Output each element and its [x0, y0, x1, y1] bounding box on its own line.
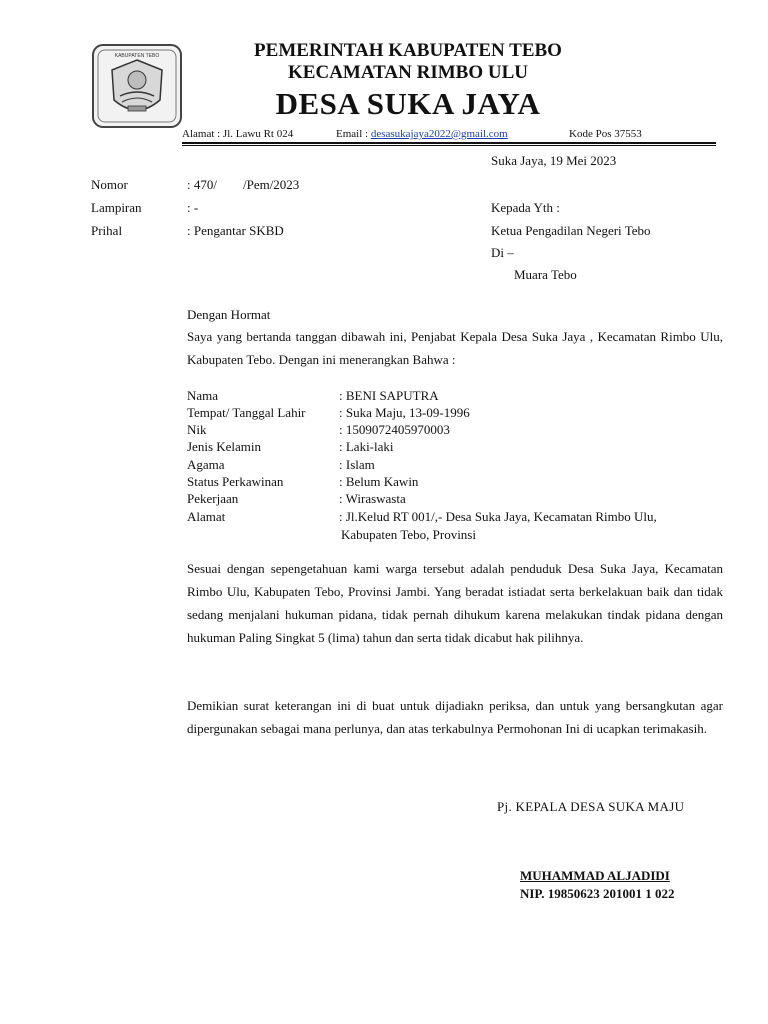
person-value-nik: : 1509072405970003: [339, 422, 450, 437]
government-title: PEMERINTAH KABUPATEN TEBO: [254, 40, 562, 61]
signature-title: Pj. KEPALA DESA SUKA MAJU: [497, 799, 685, 814]
village-title: DESA SUKA JAYA: [275, 86, 541, 121]
intro-text: Saya yang bertanda tanggan dibawah ini, Penjabat Kepala Desa Suka Jaya , Kecamatan Rimbo Ulu, Kabupaten Tebo. Dengan ini menerangkan Bahwa :: [187, 329, 723, 367]
person-label-address: Alamat: [187, 509, 226, 524]
person-label-gender: Jenis Kelamin: [187, 439, 262, 454]
person-label-religion: Agama: [187, 457, 225, 472]
header-divider-thick: [182, 142, 716, 144]
meta-label-lampiran: Lampiran: [91, 200, 142, 215]
recipient-name: Ketua Pengadilan Negeri Tebo: [491, 223, 651, 238]
svg-text:KABUPATEN TEBO: KABUPATEN TEBO: [114, 53, 160, 59]
recipient-kepada: Kepada Yth :: [491, 200, 560, 215]
meta-value-lampiran: : -: [187, 200, 199, 215]
person-value-address-cont: Kabupaten Tebo, Provinsi: [341, 527, 476, 542]
person-value-marital: : Belum Kawin: [339, 474, 419, 489]
person-label-marital: Status Perkawinan: [187, 474, 284, 489]
person-value-ttl: : Suka Maju, 13-09-1996: [339, 405, 470, 420]
email-link[interactable]: desasukajaya2022@gmail.com: [370, 128, 508, 140]
letter-date: Suka Jaya, 19 Mei 2023: [491, 153, 617, 168]
person-value-job: : Wiraswasta: [339, 491, 406, 506]
person-value-religion: : Islam: [339, 457, 375, 472]
person-label-ttl: Tempat/ Tanggal Lahir: [187, 405, 306, 420]
person-label-nama: Nama: [187, 388, 219, 403]
email-block: [336, 128, 508, 140]
intro-paragraph: [187, 325, 723, 371]
meta-value-prihal: : Pengantar SKBD: [187, 223, 284, 238]
body-paragraph-1: [187, 557, 723, 649]
signature-nip: NIP. 19850623 201001 1 022: [520, 886, 675, 901]
person-value-nama: : BENI SAPUTRA: [339, 388, 439, 403]
person-value-address: : Jl.Kelud RT 001/,- Desa Suka Jaya, Kecamatan Rimbo Ulu,: [339, 509, 657, 524]
body-text-1: Sesuai dengan sepengetahuan kami warga tersebut adalah penduduk Desa Suka Jaya, Kecamatan Rimbo Ulu, Kabupaten Tebo, Provinsi Jambi. Yang beradat istiadat serta berkelakuan baik dan tidak sedang menjalani hukuman pidana, tidak pernah dihukum karena melakukan tindak pidana dengan hukuman Paling Singkat 5 (lima) tahun dan serta tidak dicabut hak pilihnya.: [187, 561, 723, 645]
person-value-gender: : Laki-laki: [339, 439, 394, 454]
body-paragraph-2: [187, 694, 723, 740]
recipient-place: Muara Tebo: [514, 267, 577, 282]
body-text-2: Demikian surat keterangan ini di buat untuk dijadiakn periksa, dan untuk yang bersangkutan agar dipergunakan sebagai mana perlunya, dan atas terkabulnya Permohonan Ini di ucapkan terimakasih.: [187, 698, 723, 736]
signature-name: MUHAMMAD ALJADIDI: [520, 868, 670, 883]
header-divider-thin: [182, 145, 716, 146]
regency-logo: [92, 44, 182, 128]
meta-value-nomor: : 470/ /Pem/2023: [187, 177, 300, 192]
meta-label-nomor: Nomor: [91, 177, 128, 192]
greeting: Dengan Hormat: [187, 307, 271, 322]
person-label-nik: Nik: [187, 422, 207, 437]
postal-code: Kode Pos 37553: [569, 128, 642, 140]
person-label-job: Pekerjaan: [187, 491, 239, 506]
address-line: Alamat : Jl. Lawu Rt 024: [182, 128, 294, 140]
meta-label-prihal: Prihal: [91, 223, 123, 238]
recipient-di: Di –: [491, 245, 514, 260]
district-title: KECAMATAN RIMBO ULU: [288, 62, 528, 83]
email-label: Email :: [336, 128, 369, 140]
